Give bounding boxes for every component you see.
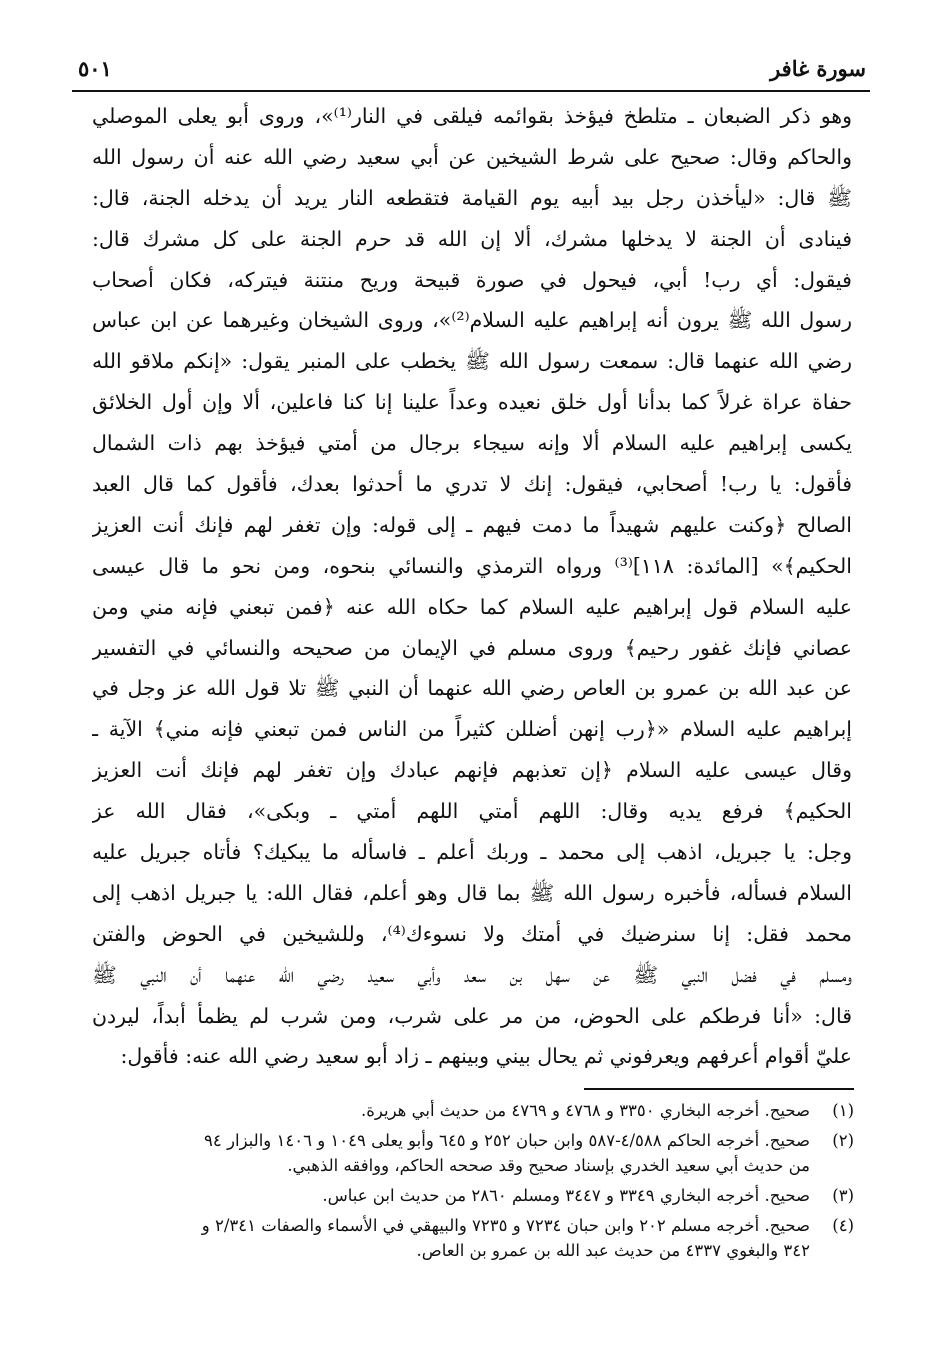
running-header: [72, 54, 870, 92]
text-line: إبراهيم عليه السلام «﴿رب إنهن أضللن كثيراً من الناس فمن تبعني فإنه مني﴾ الآية ـ: [92, 717, 852, 742]
footnote-line: صحيح. أخرجه مسلم ٢٠٢ وابن حبان ٧٢٣٤ و ٧٢٣٥ والبيهقي في الأسماء والصفات ٢/٣٤١ و: [201, 1216, 810, 1235]
footnote-line: صحيح. أخرجه البخاري ٣٣٥٠ و ٤٧٦٨ و ٤٧٦٩ من حديث أبي هريرة.: [360, 1101, 810, 1120]
text-line: فيقول: أي رب! أبي، فيحول في صورة قبيحة وريح منتنة فيتركه، فكان أصحاب: [92, 267, 852, 292]
footnote-number: (٤): [832, 1216, 854, 1235]
text-line: السلام فسأله، فأخبره رسول الله ﷺ بما قال وهو أعلم، فقال الله: يا جبريل اذهب إلى: [92, 880, 852, 905]
text-line: وهو ذكر الضبعان ـ متلطخ فيؤخذ بقوائمه فيلقى في النار⁽¹⁾»، وروى أبو يعلى الموصلي: [92, 104, 852, 128]
footnote-number: (٢): [832, 1131, 854, 1150]
text-line: رسول الله ﷺ يرون أنه إبراهيم عليه السلام⁽²⁾»، وروى الشيخان وغيرهما عن ابن عباس: [92, 308, 852, 333]
text-line: يكسى إبراهيم عليه السلام ألا وإنه سيجاء برجال من أمتي فيؤخذ بهم ذات الشمال: [92, 431, 852, 456]
text-line: ﷺ قال: «ليأخذن رجل بيد أبيه يوم القيامة فتقطعه النار يريد أن يدخله الجنة، قال:: [92, 185, 852, 210]
footnote-number: (١): [832, 1101, 854, 1120]
text-line: حفاة عراة غرلاً كما بدأنا أول خلق نعيده وعداً علينا إنا كنا فاعلين، ألا وإن أول الخلائق: [92, 390, 852, 415]
footnote-number: (٣): [832, 1186, 854, 1205]
text-line: محمد فقل: إنا سنرضيك في أمتك ولا نسوءك⁽⁴⁾، وللشيخين في الحوض والفتن: [92, 921, 852, 946]
text-line: الحكيم﴾» [المائدة: ١١٨]⁽³⁾ ورواه الترمذي والنسائي بنحوه، ومن نحو ما قال عيسى: [92, 553, 852, 578]
footnote-line: صحيح. أخرجه البخاري ٣٣٤٩ و ٣٤٤٧ ومسلم ٢٨٦٠ من حديث ابن عباس.: [322, 1186, 810, 1205]
footnote-line: ٣٤٢ والبغوي ٤٣٣٧ من حديث عبد الله بن عمرو بن العاص.: [416, 1241, 810, 1260]
text-line: عصاني فإنك غفور رحيم﴾ وروى مسلم في الإيمان من صحيحه والنسائي في التفسير: [92, 635, 852, 660]
footnotes: [92, 1098, 854, 1268]
text-line: قال: «أنا فرطكم على الحوض، من مر على شرب، ومن شرب لم يظمأ أبداً، ليردن: [92, 1003, 852, 1028]
footnote: [92, 1183, 854, 1208]
footnote: [92, 1128, 854, 1178]
footnote: [92, 1098, 854, 1123]
footnote-line: صحيح. أخرجه الحاكم ٤/٥٨٨-٥٨٧ وابن حبان ٢٥٢ و ٦٤٥ وأبو يعلى ١٠٤٩ و ١٤٠٦ والبزار ٩٤: [204, 1131, 810, 1150]
page-number: ٥٠١: [78, 56, 112, 81]
text-line: فأقول: يا رب! أصحابي، فيقول: إنك لا تدري ما أحدثوا بعدك، فأقول كما قال العبد: [92, 472, 852, 497]
text-line: ومسلم في فضل النبي ﷺ عن سهل بن سعد وأبي سعيد رضي الله عنهما أن النبي ﷺ: [92, 962, 852, 987]
text-line: الصالح ﴿وكنت عليهم شهيداً ما دمت فيهم ـ إلى قوله: وإن تغفر لهم فإنك أنت العزيز: [92, 512, 852, 537]
footnote-line: من حديث أبي سعيد الخدري بإسناد صحيح وقد صححه الحاكم، ووافقه الذهبي.: [287, 1156, 810, 1175]
footnote-separator: [584, 1088, 854, 1090]
text-line: وجل: يا جبريل، اذهب إلى محمد ـ وربك أعلم ـ فاسأله ما يبكيك؟ فأتاه جبريل عليه: [92, 840, 852, 865]
text-line: الحكيم﴾ فرفع يديه وقال: اللهم أمتي اللهم أمتي ـ وبكى»، فقال الله عز: [92, 799, 852, 824]
text-line: عن عبد الله بن عمرو بن العاص رضي الله عنهما أن النبي ﷺ تلا قول الله عز وجل في: [92, 676, 852, 701]
text-line: رضي الله عنهما قال: سمعت رسول الله ﷺ يخطب على المنبر يقول: «إنكم ملاقو الله: [92, 349, 852, 374]
footnote: [92, 1213, 854, 1263]
text-line: والحاكم وقال: صحيح على شرط الشيخين عن أبي سعيد رضي الله عنه أن رسول الله: [92, 144, 852, 169]
main-text: [92, 96, 852, 1077]
text-line: عليه السلام قول إبراهيم عليه السلام كما حكاه الله عنه ﴿فمن تبعني فإنه مني ومن: [92, 594, 852, 619]
text-line: وقال عيسى عليه السلام ﴿إن تعذبهم فإنهم عبادك وإن تغفر لهم فإنك أنت العزيز: [92, 758, 852, 783]
surah-title: سورة غافر: [770, 56, 866, 81]
text-line: عليّ أقوام أعرفهم ويعرفوني ثم يحال بيني وبينهم ـ زاد أبو سعيد رضي الله عنه: فأقول:: [120, 1044, 852, 1069]
text-line: فينادى أن الجنة لا يدخلها مشرك، ألا إن الله قد حرم الجنة على كل مشرك قال:: [92, 226, 852, 251]
